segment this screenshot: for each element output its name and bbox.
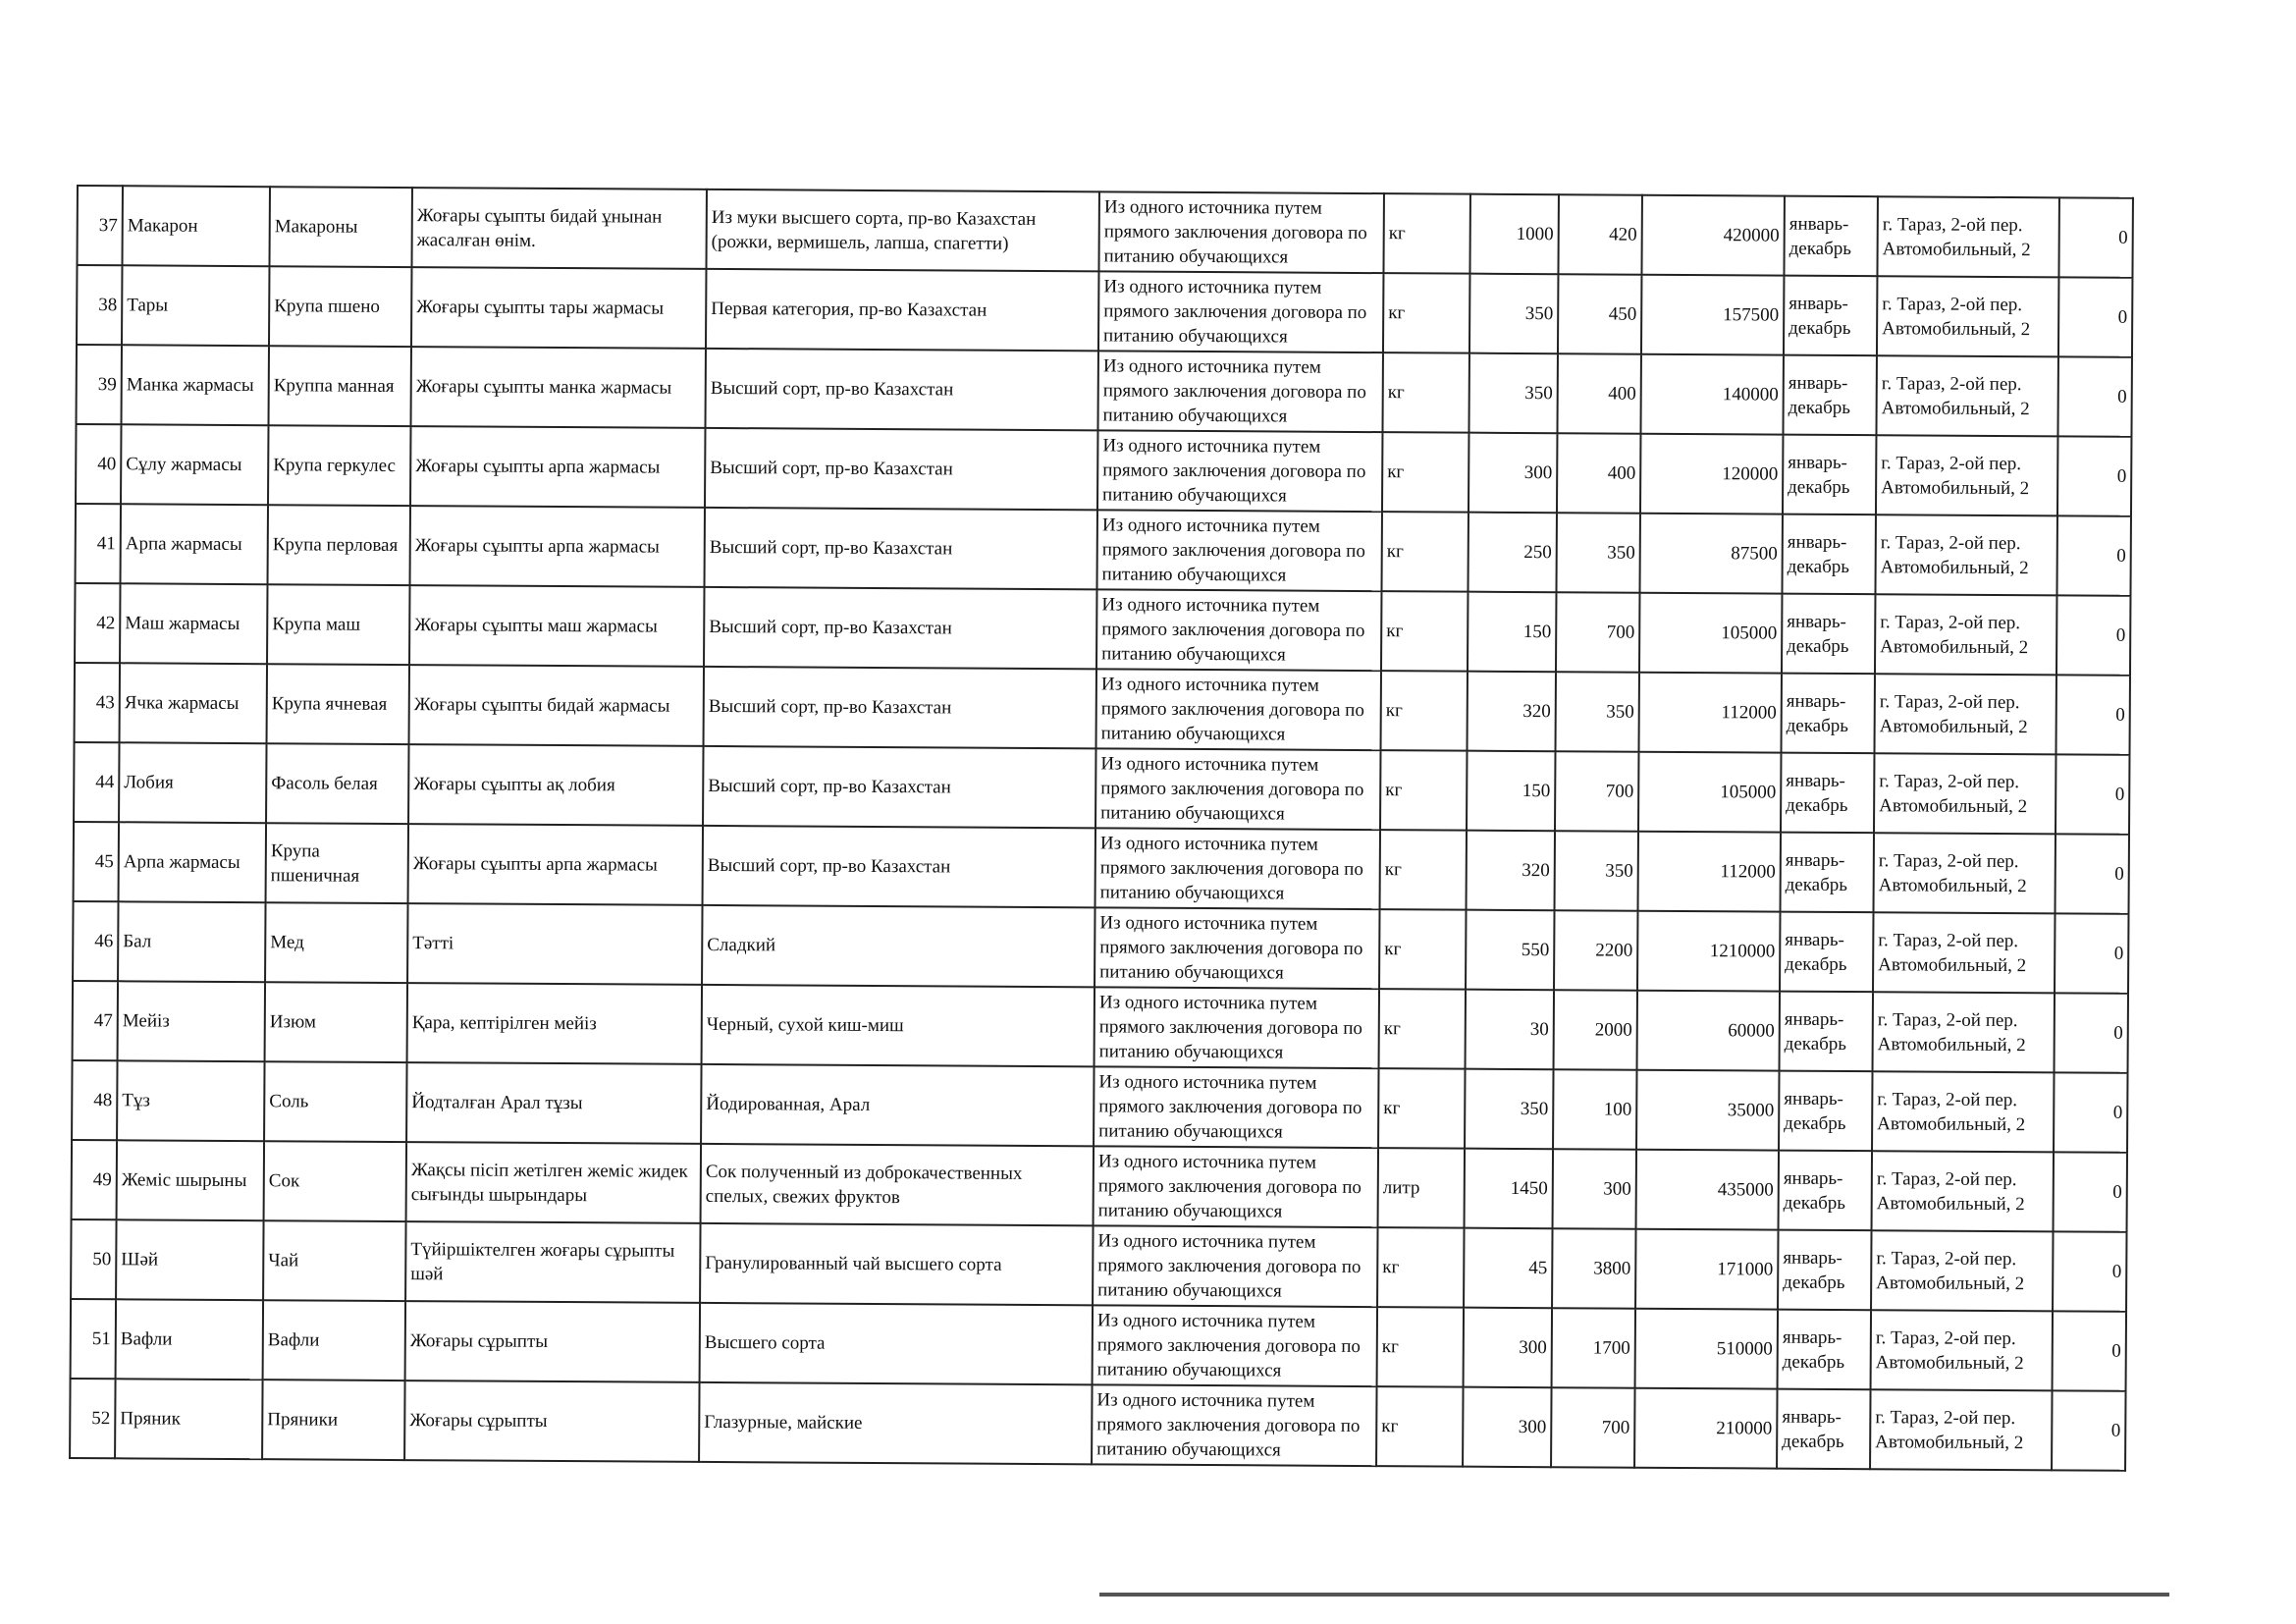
unit-cell: кг (1380, 750, 1467, 831)
procurement-method-cell: Из одного источника путем прямого заключения договора по питанию обучающихся (1095, 987, 1379, 1068)
description-ru-cell: Высший сорт, пр-во Казахстан (704, 587, 1096, 669)
period-cell: январь-декабрь (1778, 1230, 1871, 1311)
delivery-place-cell: г. Тараз, 2-ой пер. Автомобильный, 2 (1871, 1310, 2053, 1390)
procurement-method-cell: Из одного источника путем прямого заключения договора по питанию обучающихся (1092, 1384, 1376, 1466)
price-cell: 700 (1556, 592, 1639, 673)
name-kz-cell: Арпа жармасы (119, 822, 266, 902)
procurement-method-cell: Из одного источника путем прямого заключения договора по питанию обучающихся (1098, 191, 1383, 273)
row-number: 39 (77, 345, 122, 424)
period-cell: январь-декабрь (1781, 833, 1874, 913)
period-cell: январь-декабрь (1781, 674, 1874, 754)
description-kz-cell: Жоғары сұыпты манка жармасы (411, 347, 706, 428)
procurement-method-cell: Из одного источника путем прямого заключения договора по питанию обучающихся (1094, 1146, 1378, 1227)
description-kz-cell: Йодталған Арал тұзы (406, 1062, 701, 1144)
sum-cell: 35000 (1636, 1070, 1779, 1151)
table-row (75, 663, 2130, 755)
description-kz-cell: Жоғары сұыпты маш жармасы (409, 585, 704, 667)
table-row (71, 1219, 2126, 1312)
row-number: 37 (77, 186, 122, 265)
advance-cell: 0 (2057, 356, 2131, 436)
price-cell: 2000 (1554, 990, 1637, 1070)
sum-cell: 105000 (1638, 752, 1781, 833)
description-kz-cell: Тәтті (407, 903, 702, 985)
advance-cell: 0 (2056, 515, 2130, 595)
procurement-method-cell: Из одного источника путем прямого заключения договора по питанию обучающихся (1098, 271, 1383, 352)
row-number: 49 (72, 1140, 117, 1219)
row-number: 48 (72, 1060, 117, 1140)
delivery-place-cell: г. Тараз, 2-ой пер. Автомобильный, 2 (1870, 1389, 2052, 1470)
name-ru-cell: Мед (265, 902, 407, 983)
name-kz-cell: Арпа жармасы (121, 504, 268, 584)
delivery-place-cell: г. Тараз, 2-ой пер. Автомобильный, 2 (1873, 992, 2055, 1072)
procurement-method-cell: Из одного источника путем прямого заключения договора по питанию обучающихся (1096, 669, 1381, 750)
unit-cell: кг (1381, 671, 1468, 751)
delivery-place-cell: г. Тараз, 2-ой пер. Автомобильный, 2 (1873, 912, 2055, 993)
sum-cell: 105000 (1639, 593, 1782, 674)
name-ru-cell: Крупа перловая (268, 505, 410, 585)
delivery-place-cell: г. Тараз, 2-ой пер. Автомобильный, 2 (1872, 1071, 2054, 1152)
quantity-cell: 1450 (1465, 1149, 1553, 1229)
delivery-place-cell: г. Тараз, 2-ой пер. Автомобильный, 2 (1877, 196, 2058, 277)
table-row (77, 345, 2132, 437)
table-row (75, 583, 2130, 676)
description-ru-cell: Из муки высшего сорта, пр-во Казахстан (рожки, вермишель, лапша, спагетти) (706, 189, 1098, 271)
price-cell: 100 (1553, 1069, 1636, 1150)
description-kz-cell: Жоғары сұыпты бидай жармасы (409, 665, 704, 746)
quantity-cell: 150 (1468, 592, 1556, 673)
unit-cell: кг (1378, 1068, 1465, 1149)
price-cell: 420 (1558, 194, 1641, 275)
name-ru-cell: Крупа пшеничная (266, 823, 408, 903)
period-cell: январь-декабрь (1778, 1310, 1871, 1390)
procurement-method-cell: Из одного источника путем прямого заключения договора по питанию обучающихся (1096, 589, 1381, 671)
delivery-place-cell: г. Тараз, 2-ой пер. Автомобильный, 2 (1876, 355, 2057, 436)
unit-cell: кг (1382, 432, 1468, 513)
description-ru-cell: Черный, сухой киш-миш (702, 985, 1095, 1066)
sum-cell: 435000 (1636, 1150, 1779, 1230)
name-kz-cell: Жеміс шырыны (117, 1140, 264, 1220)
description-ru-cell: Высший сорт, пр-во Казахстан (704, 667, 1096, 748)
delivery-place-cell: г. Тараз, 2-ой пер. Автомобильный, 2 (1875, 594, 2056, 675)
name-kz-cell: Пряник (115, 1379, 262, 1459)
name-ru-cell: Крупа геркулес (268, 425, 410, 506)
delivery-place-cell: г. Тараз, 2-ой пер. Автомобильный, 2 (1872, 1151, 2054, 1231)
quantity-cell: 150 (1467, 751, 1555, 832)
description-ru-cell: Сок полученный из доброкачественных спелых, свежих фруктов (701, 1144, 1094, 1225)
advance-cell: 0 (2056, 834, 2129, 913)
procurement-method-cell: Из одного источника путем прямого заключения договора по питанию обучающихся (1095, 748, 1380, 830)
description-kz-cell: Жоғары сұыпты бидай ұнынан жасалған өнім. (411, 188, 706, 269)
name-ru-cell: Вафли (263, 1300, 405, 1380)
procurement-method-cell: Из одного источника путем прямого заключения договора по питанию обучающихся (1097, 430, 1382, 512)
advance-cell: 0 (2053, 1231, 2126, 1311)
quantity-cell: 320 (1468, 672, 1556, 752)
sum-cell: 510000 (1635, 1309, 1778, 1389)
description-kz-cell: Жоғары сұыпты арпа жармасы (408, 824, 703, 905)
name-ru-cell: Крупа ячневая (267, 664, 409, 744)
advance-cell: 0 (2054, 1152, 2127, 1231)
row-number: 44 (74, 742, 119, 822)
procurement-method-cell: Из одного источника путем прямого заключения договора по питанию обучающихся (1095, 907, 1379, 989)
description-kz-cell: Жоғары сұыпты тары жармасы (411, 267, 706, 349)
delivery-place-cell: г. Тараз, 2-ой пер. Автомобильный, 2 (1877, 276, 2058, 356)
description-kz-cell: Жоғары сұыпты арпа жармасы (410, 426, 705, 508)
price-cell: 700 (1551, 1387, 1634, 1468)
delivery-place-cell: г. Тараз, 2-ой пер. Автомобильный, 2 (1874, 753, 2056, 834)
name-kz-cell: Ячка жармасы (120, 663, 267, 743)
sum-cell: 157500 (1641, 275, 1784, 355)
name-ru-cell: Пряники (262, 1380, 404, 1460)
description-kz-cell: Түйіршіктелген жоғары сұрыпты шәй (405, 1221, 700, 1303)
name-ru-cell: Макароны (269, 187, 411, 267)
name-kz-cell: Тары (122, 265, 269, 346)
description-kz-cell: Қара, кептірілген мейіз (407, 983, 702, 1064)
quantity-cell: 45 (1464, 1228, 1552, 1309)
description-ru-cell: Высший сорт, пр-во Казахстан (703, 826, 1095, 907)
advance-cell: 0 (2056, 754, 2129, 834)
description-kz-cell: Жақсы пісіп жетілген жеміс жидек сығынды шырындары (406, 1142, 701, 1223)
period-cell: январь-декабрь (1784, 276, 1877, 356)
advance-cell: 0 (2058, 197, 2132, 277)
advance-cell: 0 (2054, 1072, 2127, 1152)
quantity-cell: 30 (1466, 990, 1554, 1070)
quantity-cell: 300 (1463, 1387, 1551, 1468)
period-cell: январь-декабрь (1781, 753, 1874, 834)
price-cell: 300 (1553, 1149, 1636, 1229)
table-row (72, 1060, 2127, 1153)
price-cell: 1700 (1552, 1308, 1635, 1388)
price-cell: 3800 (1552, 1228, 1635, 1309)
advance-cell: 0 (2055, 993, 2128, 1072)
row-number: 47 (73, 981, 118, 1060)
row-number: 40 (76, 424, 121, 504)
period-cell: январь-декабрь (1782, 514, 1875, 595)
name-kz-cell: Сұлу жармасы (121, 424, 268, 505)
period-cell: январь-декабрь (1780, 912, 1873, 993)
procurement-table (69, 185, 2134, 1472)
price-cell: 450 (1558, 274, 1641, 354)
description-ru-cell: Гранулированный чай высшего сорта (700, 1223, 1093, 1305)
name-ru-cell: Изюм (265, 982, 407, 1062)
name-kz-cell: Лобия (119, 742, 266, 823)
delivery-place-cell: г. Тараз, 2-ой пер. Автомобильный, 2 (1871, 1230, 2053, 1311)
row-number: 52 (70, 1379, 115, 1458)
description-ru-cell: Высший сорт, пр-во Казахстан (705, 428, 1097, 510)
price-cell: 350 (1556, 672, 1639, 752)
period-cell: январь-декабрь (1777, 1389, 1870, 1470)
unit-cell: кг (1382, 352, 1468, 433)
description-ru-cell: Высший сорт, пр-во Казахстан (705, 508, 1097, 589)
name-kz-cell: Шәй (116, 1219, 263, 1300)
quantity-cell: 350 (1465, 1069, 1553, 1150)
unit-cell: кг (1383, 273, 1469, 353)
advance-cell: 0 (2058, 277, 2132, 356)
sum-cell: 140000 (1640, 354, 1783, 435)
advance-cell: 0 (2055, 913, 2128, 993)
procurement-method-cell: Из одного источника путем прямого заключения договора по питанию обучающихся (1093, 1305, 1377, 1386)
price-cell: 400 (1557, 433, 1640, 514)
description-ru-cell: Высший сорт, пр-во Казахстан (705, 349, 1097, 430)
unit-cell: кг (1377, 1227, 1464, 1308)
quantity-cell: 550 (1466, 910, 1554, 991)
table-row (70, 1379, 2125, 1471)
scan-edge-line (1099, 1593, 2169, 1597)
description-kz-cell: Жоғары сұрыпты (405, 1301, 700, 1382)
table-row (74, 822, 2129, 914)
sum-cell: 120000 (1640, 434, 1783, 514)
sum-cell: 210000 (1634, 1388, 1777, 1469)
unit-cell: кг (1379, 909, 1466, 990)
quantity-cell: 350 (1469, 274, 1558, 354)
sum-cell: 112000 (1639, 673, 1782, 753)
name-ru-cell: Сок (264, 1141, 406, 1221)
row-number: 50 (71, 1219, 116, 1299)
price-cell: 350 (1556, 513, 1639, 593)
row-number: 45 (74, 822, 119, 901)
procurement-method-cell: Из одного источника путем прямого заключения договора по питанию обучающихся (1097, 510, 1382, 591)
period-cell: январь-декабрь (1783, 435, 1876, 515)
description-ru-cell: Высший сорт, пр-во Казахстан (703, 746, 1095, 828)
price-cell: 700 (1555, 751, 1638, 832)
unit-cell: кг (1379, 989, 1466, 1069)
period-cell: январь-декабрь (1779, 1151, 1872, 1231)
unit-cell: кг (1381, 591, 1468, 672)
period-cell: январь-декабрь (1782, 594, 1875, 675)
table-body (70, 186, 2133, 1471)
row-number: 43 (75, 663, 120, 742)
procurement-method-cell: Из одного источника путем прямого заключения договора по питанию обучающихся (1093, 1225, 1377, 1307)
advance-cell: 0 (2057, 436, 2131, 515)
name-kz-cell: Тұз (117, 1060, 264, 1141)
name-ru-cell: Фасоль белая (266, 743, 408, 824)
advance-cell: 0 (2056, 595, 2130, 675)
unit-cell: кг (1376, 1386, 1463, 1467)
sum-cell: 171000 (1635, 1229, 1778, 1310)
table-row (76, 504, 2131, 596)
description-kz-cell: Жоғары сұыпты арпа жармасы (410, 506, 705, 587)
delivery-place-cell: г. Тараз, 2-ой пер. Автомобильный, 2 (1874, 674, 2056, 754)
sum-cell: 112000 (1638, 832, 1781, 912)
quantity-cell: 300 (1468, 433, 1557, 514)
advance-cell: 0 (2052, 1390, 2125, 1470)
name-kz-cell: Манка жармасы (122, 345, 269, 425)
procurement-method-cell: Из одного источника путем прямого заключения договора по питанию обучающихся (1094, 1066, 1378, 1148)
delivery-place-cell: г. Тараз, 2-ой пер. Автомобильный, 2 (1874, 833, 2056, 913)
period-cell: январь-декабрь (1780, 992, 1873, 1072)
sum-cell: 420000 (1641, 195, 1784, 276)
name-ru-cell: Крупа маш (267, 584, 409, 665)
name-kz-cell: Макарон (122, 186, 269, 266)
name-ru-cell: Соль (264, 1061, 406, 1142)
price-cell: 2200 (1554, 910, 1637, 991)
name-kz-cell: Бал (118, 901, 265, 982)
delivery-place-cell: г. Тараз, 2-ой пер. Автомобильный, 2 (1875, 514, 2056, 595)
sum-cell: 1210000 (1637, 911, 1780, 992)
row-number: 46 (73, 901, 118, 981)
delivery-place-cell: г. Тараз, 2-ой пер. Автомобильный, 2 (1876, 435, 2057, 515)
unit-cell: кг (1381, 512, 1468, 592)
name-kz-cell: Мейіз (118, 981, 265, 1061)
row-number: 51 (71, 1299, 116, 1379)
description-ru-cell: Глазурные, майские (699, 1382, 1092, 1464)
description-ru-cell: Высшего сорта (700, 1303, 1093, 1384)
sum-cell: 87500 (1639, 514, 1782, 594)
period-cell: январь-декабрь (1779, 1071, 1872, 1152)
description-kz-cell: Жоғары сұыпты ақ лобия (408, 744, 703, 826)
name-ru-cell: Круппа манная (269, 346, 411, 426)
procurement-method-cell: Из одного источника путем прямого заключения договора по питанию обучающихся (1095, 828, 1380, 909)
table-row (74, 742, 2129, 835)
name-kz-cell: Маш жармасы (120, 583, 267, 664)
description-ru-cell: Йодированная, Арал (701, 1064, 1094, 1146)
procurement-method-cell: Из одного источника путем прямого заключения договора по питанию обучающихся (1097, 351, 1382, 432)
quantity-cell: 350 (1468, 353, 1557, 434)
advance-cell: 0 (2056, 675, 2129, 754)
quantity-cell: 300 (1464, 1308, 1552, 1388)
period-cell: январь-декабрь (1784, 196, 1877, 277)
description-kz-cell: Жоғары сұрыпты (404, 1380, 699, 1462)
table-row (77, 186, 2132, 278)
quantity-cell: 1000 (1469, 194, 1558, 275)
period-cell: январь-декабрь (1783, 355, 1876, 436)
name-kz-cell: Вафли (116, 1299, 263, 1380)
unit-cell: кг (1383, 193, 1469, 274)
table-row (73, 901, 2128, 994)
table-row (72, 1140, 2127, 1232)
table-row (77, 265, 2132, 357)
advance-cell: 0 (2053, 1311, 2126, 1390)
description-ru-cell: Сладкий (702, 905, 1095, 987)
quantity-cell: 250 (1468, 513, 1556, 593)
table-row (76, 424, 2131, 516)
name-ru-cell: Чай (263, 1220, 405, 1301)
price-cell: 350 (1555, 831, 1638, 911)
row-number: 41 (76, 504, 121, 583)
quantity-cell: 320 (1467, 831, 1555, 911)
unit-cell: кг (1377, 1307, 1464, 1387)
unit-cell: кг (1380, 830, 1467, 910)
unit-cell: литр (1378, 1148, 1465, 1228)
name-ru-cell: Крупа пшено (269, 266, 411, 347)
row-number: 38 (77, 265, 122, 345)
price-cell: 400 (1557, 353, 1640, 434)
description-ru-cell: Первая категория, пр-во Казахстан (706, 269, 1098, 351)
sum-cell: 60000 (1637, 991, 1780, 1071)
table-row (73, 981, 2128, 1073)
row-number: 42 (75, 583, 120, 663)
table-row (71, 1299, 2126, 1391)
